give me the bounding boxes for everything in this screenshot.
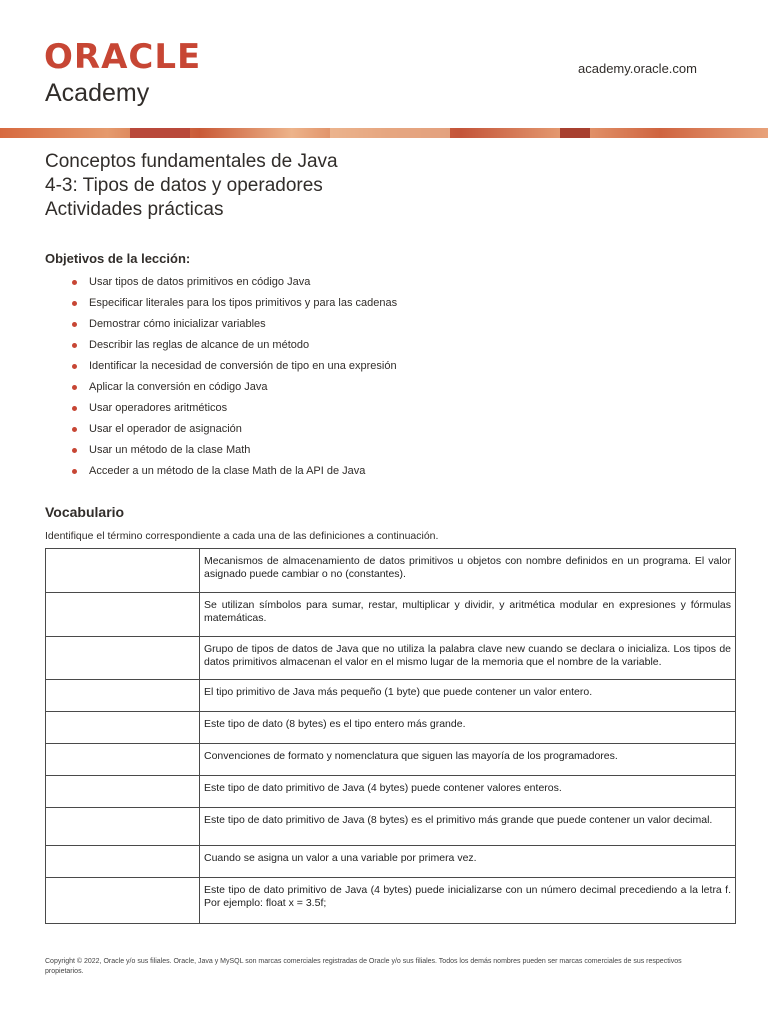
bullet-icon: [72, 385, 77, 390]
table-row: [46, 549, 736, 593]
objective-item: [70, 463, 397, 484]
vocabulary-heading: Vocabulario: [45, 504, 125, 520]
objective-text: Aplicar la conversión en código Java: [89, 381, 268, 393]
objective-text: Usar operadores aritméticos: [89, 402, 228, 414]
definition-cell: Mecanismos de almacenamiento de datos primitivos u objetos con nombre definidos en un programa. El valor asignado puede cambiar o no (constantes).: [200, 549, 736, 593]
term-answer-cell[interactable]: [46, 680, 200, 712]
academy-logo-text: Academy: [45, 79, 150, 107]
table-row: [46, 846, 736, 878]
objective-item: [70, 400, 397, 421]
term-answer-cell[interactable]: [46, 878, 200, 924]
copyright-footer: Copyright © 2022, Oracle y/o sus filiales. Oracle, Java y MySQL son marcas comerciales registradas de Oracle y/o sus filiales. Todos los demás nombres pueden ser marcas comerciales de sus respectivos propietarios.: [45, 958, 682, 975]
table-row: [46, 776, 736, 808]
term-answer-cell[interactable]: [46, 808, 200, 846]
definition-cell: Grupo de tipos de datos de Java que no utiliza la palabra clave new cuando se declara o inicializa. Los tipos de datos primitivos almacenan el valor en el mismo lugar de la memoria que el nombre de la variable.: [200, 637, 736, 680]
banner-band: [130, 128, 190, 138]
bullet-icon: [72, 448, 77, 453]
objective-item: [70, 316, 397, 337]
objective-text: Demostrar cómo inicializar variables: [89, 318, 266, 330]
objective-item: [70, 358, 397, 379]
table-row: [46, 712, 736, 744]
bullet-icon: [72, 469, 77, 474]
definition-cell: Cuando se asigna un valor a una variable por primera vez.: [200, 846, 736, 878]
definition-cell: Este tipo de dato primitivo de Java (4 bytes) puede contener valores enteros.: [200, 776, 736, 808]
bullet-icon: [72, 322, 77, 327]
objective-item: [70, 421, 397, 442]
banner-band: [330, 128, 450, 138]
vocabulary-table: [45, 548, 736, 924]
term-answer-cell[interactable]: [46, 549, 200, 593]
definition-cell: Convenciones de formato y nomenclatura que siguen las mayoría de los programadores.: [200, 744, 736, 776]
table-row: [46, 637, 736, 680]
oracle-logo: ORACLE: [44, 37, 202, 77]
term-answer-cell[interactable]: [46, 712, 200, 744]
objective-item: [70, 337, 397, 358]
objective-text: Usar un método de la clase Math: [89, 444, 251, 456]
banner-band: [560, 128, 590, 138]
document-title: [45, 150, 338, 222]
objective-item: [70, 274, 397, 295]
objective-item: [70, 379, 397, 400]
table-row: [46, 744, 736, 776]
table-row: [46, 878, 736, 924]
bullet-icon: [72, 406, 77, 411]
definition-cell: Este tipo de dato (8 bytes) es el tipo entero más grande.: [200, 712, 736, 744]
bullet-icon: [72, 364, 77, 369]
objective-item: [70, 295, 397, 316]
table-row: [46, 808, 736, 846]
course-title: Conceptos fundamentales de Java: [45, 151, 338, 172]
objective-text: Identificar la necesidad de conversión de tipo en una expresión: [89, 360, 397, 372]
definition-cell: Se utilizan símbolos para sumar, restar, multiplicar y dividir, y aritmética modular en expresiones y fórmulas matemáticas.: [200, 593, 736, 637]
lesson-title: 4-3: Tipos de datos y operadores: [45, 175, 323, 196]
bullet-icon: [72, 427, 77, 432]
objective-text: Describir las reglas de alcance de un método: [89, 339, 310, 351]
definition-cell: El tipo primitivo de Java más pequeño (1 byte) que puede contener un valor entero.: [200, 680, 736, 712]
table-row: [46, 680, 736, 712]
term-answer-cell[interactable]: [46, 593, 200, 637]
objective-text: Usar tipos de datos primitivos en código Java: [89, 276, 311, 288]
objective-text: Usar el operador de asignación: [89, 423, 242, 435]
term-answer-cell[interactable]: [46, 776, 200, 808]
objective-text: Acceder a un método de la clase Math de la API de Java: [89, 465, 366, 477]
term-answer-cell[interactable]: [46, 637, 200, 680]
table-row: [46, 593, 736, 637]
term-answer-cell[interactable]: [46, 744, 200, 776]
objective-item: [70, 442, 397, 463]
objective-text: Especificar literales para los tipos primitivos y para las cadenas: [89, 297, 398, 309]
bullet-icon: [72, 343, 77, 348]
objectives-list: [70, 274, 397, 484]
objectives-heading: Objetivos de la lección:: [45, 251, 191, 266]
bullet-icon: [72, 280, 77, 285]
activity-title: Actividades prácticas: [45, 199, 224, 220]
term-answer-cell[interactable]: [46, 846, 200, 878]
decorative-banner: [0, 128, 768, 138]
definition-cell: Este tipo de dato primitivo de Java (4 bytes) puede inicializarse con un número decimal precediendo a la letra f. Por ejemplo: float x = 3.5f;: [200, 878, 736, 924]
vocabulary-instruction: Identifique el término correspondiente a cada una de las definiciones a continuación.: [45, 530, 439, 542]
definition-cell: Este tipo de dato primitivo de Java (8 bytes) es el primitivo más grande que puede contener un valor decimal.: [200, 808, 736, 846]
bullet-icon: [72, 301, 77, 306]
site-url-link[interactable]: academy.oracle.com: [578, 61, 697, 76]
